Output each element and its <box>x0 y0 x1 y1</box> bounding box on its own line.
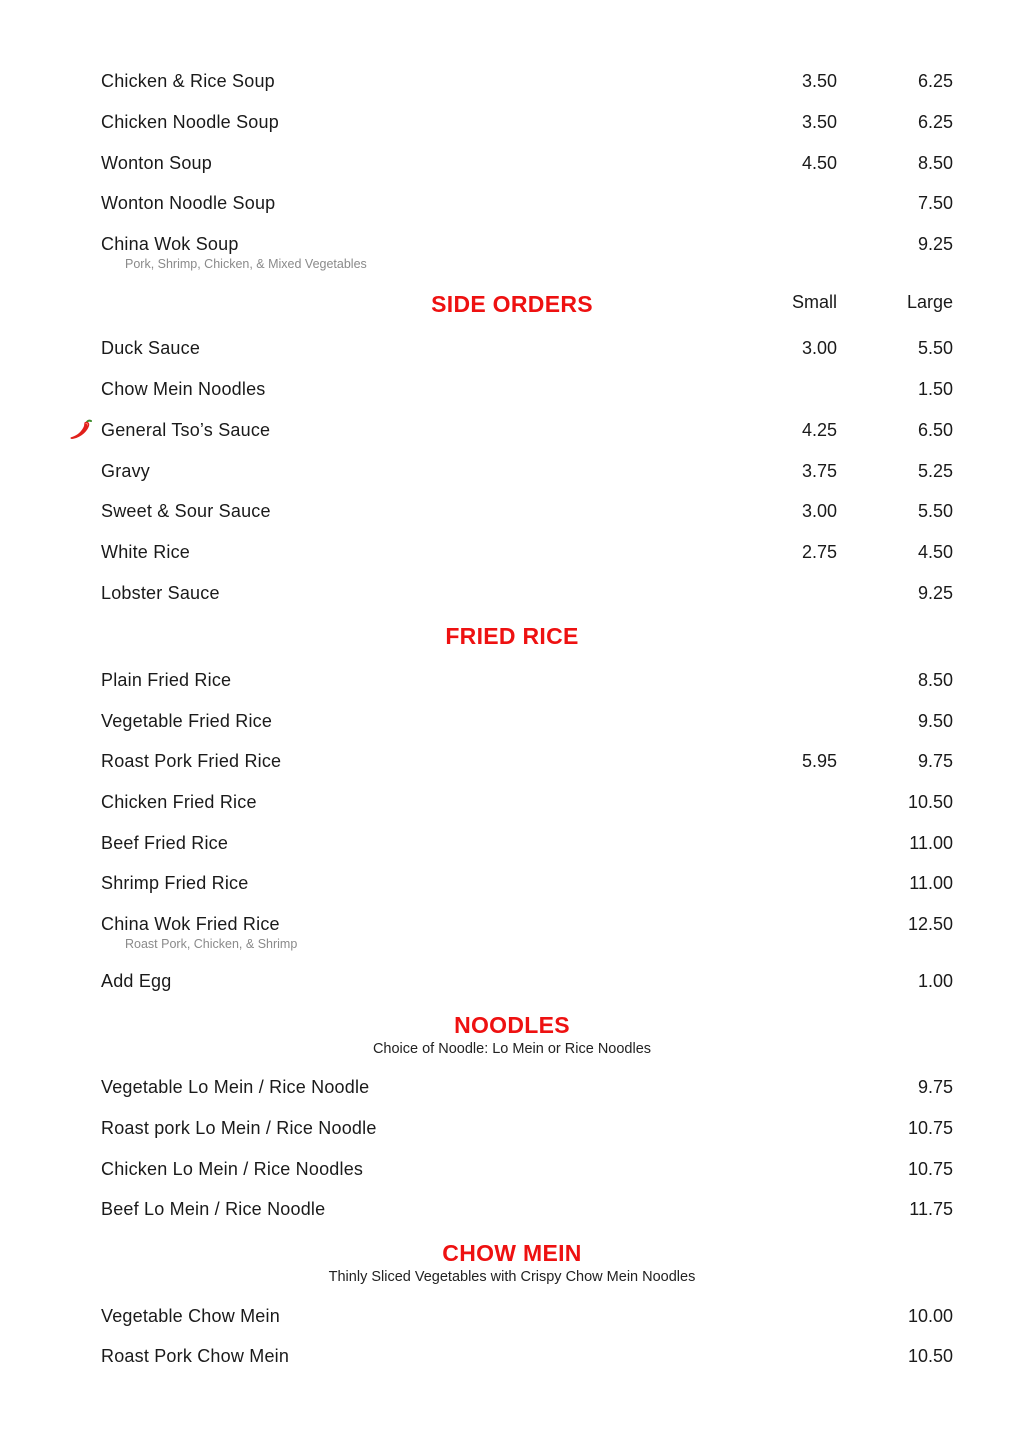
price-large: 10.75 <box>907 1118 953 1138</box>
menu-item <box>0 1197 1024 1227</box>
section-title-fried-rice: FRIED RICE <box>445 623 579 649</box>
menu-item <box>0 831 1024 861</box>
menu-item <box>0 151 1024 181</box>
price-large: 10.50 <box>907 1346 953 1366</box>
price-small: 4.50 <box>801 153 837 173</box>
item-name: Chow Mein Noodles <box>101 379 266 399</box>
item-name: Lobster Sauce <box>101 583 220 603</box>
menu-item <box>0 1075 1024 1105</box>
item-name: Plain Fried Rice <box>101 670 232 690</box>
item-description: Roast Pork, Chicken, & Shrimp <box>125 937 298 951</box>
item-name: Chicken Fried Rice <box>101 792 257 812</box>
menu-item <box>0 191 1024 221</box>
menu-item <box>0 377 1024 407</box>
chili-pepper-icon <box>69 418 95 442</box>
price-large: 7.50 <box>917 193 953 213</box>
price-large: 9.25 <box>917 234 953 254</box>
item-name: Beef Fried Rice <box>101 833 229 853</box>
section-title-noodles: NOODLES <box>454 1012 570 1038</box>
menu-item <box>0 110 1024 140</box>
price-large: 5.25 <box>917 461 953 481</box>
menu-item <box>0 912 1024 954</box>
item-name: Vegetable Fried Rice <box>101 711 273 731</box>
column-header-small: Small <box>791 292 837 312</box>
price-large: 9.75 <box>917 1077 953 1097</box>
item-name: General Tso’s Sauce <box>101 420 271 440</box>
price-large: 9.50 <box>917 711 953 731</box>
item-name: Vegetable Lo Mein / Rice Noodle <box>101 1077 370 1097</box>
menu-item <box>0 1157 1024 1187</box>
item-name: Wonton Soup <box>101 153 212 173</box>
item-name: Duck Sauce <box>101 338 201 358</box>
price-large: 12.50 <box>907 914 953 934</box>
menu-item <box>0 232 1024 274</box>
menu-item <box>0 418 1024 448</box>
price-large: 11.75 <box>909 1199 953 1219</box>
price-large: 5.50 <box>917 338 953 358</box>
price-large: 8.50 <box>917 153 953 173</box>
price-large: 11.00 <box>909 873 953 893</box>
menu-item <box>0 749 1024 779</box>
price-small: 3.50 <box>801 71 837 91</box>
menu-item <box>0 709 1024 739</box>
price-small: 3.50 <box>801 112 837 132</box>
menu-item <box>0 540 1024 570</box>
price-large: 9.25 <box>917 583 953 603</box>
price-small: 4.25 <box>801 420 837 440</box>
item-name: Gravy <box>101 461 151 481</box>
menu-item <box>0 1116 1024 1146</box>
menu-item <box>0 1304 1024 1334</box>
price-large: 5.50 <box>917 501 953 521</box>
item-name: Roast Pork Chow Mein <box>101 1346 290 1366</box>
item-name: Beef Lo Mein / Rice Noodle <box>101 1199 326 1219</box>
item-name: Chicken & Rice Soup <box>101 71 275 91</box>
item-name: China Wok Fried Rice <box>101 914 280 934</box>
price-small: 5.95 <box>801 751 837 771</box>
item-name: Shrimp Fried Rice <box>101 873 249 893</box>
menu-item <box>0 459 1024 489</box>
section-title-chow-mein: CHOW MEIN <box>442 1240 582 1266</box>
column-header-large: Large <box>906 292 953 312</box>
item-name: Wonton Noodle Soup <box>101 193 276 213</box>
item-name: Sweet & Sour Sauce <box>101 501 271 521</box>
price-large: 6.50 <box>917 420 953 440</box>
section-subtitle-noodles: Choice of Noodle: Lo Mein or Rice Noodles <box>372 1041 652 1057</box>
price-large: 11.00 <box>909 833 953 853</box>
price-large: 10.75 <box>907 1159 953 1179</box>
section-subtitle-chow-mein: Thinly Sliced Vegetables with Crispy Chow Mein Noodles <box>328 1269 696 1285</box>
price-large: 9.75 <box>917 751 953 771</box>
price-small: 2.75 <box>801 542 837 562</box>
menu-item <box>0 790 1024 820</box>
menu-item <box>0 581 1024 611</box>
menu-item <box>0 69 1024 99</box>
menu-item <box>0 668 1024 698</box>
item-name: Vegetable Chow Mein <box>101 1306 280 1326</box>
section-title-side-orders: SIDE ORDERS <box>431 291 593 317</box>
price-large: 1.50 <box>917 379 953 399</box>
price-large: 10.50 <box>907 792 953 812</box>
price-large: 4.50 <box>917 542 953 562</box>
item-name: White Rice <box>101 542 191 562</box>
item-description: Pork, Shrimp, Chicken, & Mixed Vegetables <box>125 257 367 271</box>
menu-item <box>0 336 1024 366</box>
price-large: 6.25 <box>917 71 953 91</box>
item-name: Chicken Noodle Soup <box>101 112 279 132</box>
item-name: Add Egg <box>101 971 172 991</box>
item-name: Roast pork Lo Mein / Rice Noodle <box>101 1118 377 1138</box>
item-name: Chicken Lo Mein / Rice Noodles <box>101 1159 364 1179</box>
item-name: Roast Pork Fried Rice <box>101 751 282 771</box>
menu-item <box>0 969 1024 999</box>
price-large: 10.00 <box>907 1306 953 1326</box>
price-large: 8.50 <box>917 670 953 690</box>
price-large: 6.25 <box>917 112 953 132</box>
price-small: 3.00 <box>801 338 837 358</box>
menu-item <box>0 499 1024 529</box>
menu-item <box>0 871 1024 901</box>
menu-item <box>0 1344 1024 1374</box>
price-large: 1.00 <box>917 971 953 991</box>
price-small: 3.75 <box>801 461 837 481</box>
item-name: China Wok Soup <box>101 234 239 254</box>
price-small: 3.00 <box>801 501 837 521</box>
